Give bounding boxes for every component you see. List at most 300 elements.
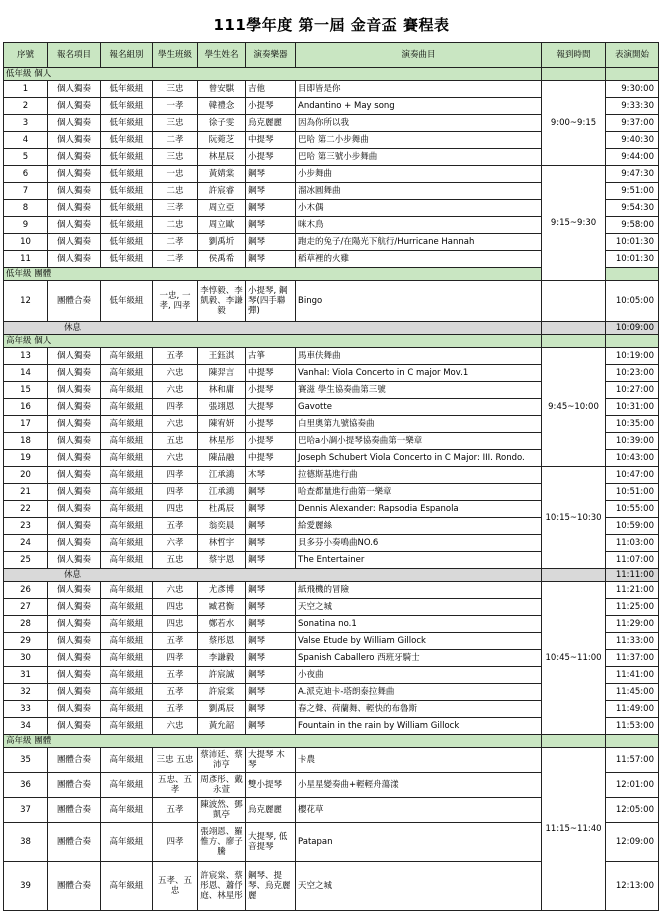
cell-start: 9:51:00 (606, 183, 659, 200)
cell-item: 個人獨奏 (48, 399, 101, 416)
cell-start: 11:21:00 (606, 582, 659, 599)
cell-name: 李謙毅 (198, 650, 246, 667)
section-row (4, 335, 659, 348)
cell-name: 陳波然、鄧凱亭 (198, 798, 246, 823)
cell-class: 六忠 (153, 450, 198, 467)
cell-name: 蔡沛廷、蔡沛亨 (198, 748, 246, 773)
cell-class: 一忠, 一孝, 四孝 (153, 281, 198, 322)
cell-class: 五孝 (153, 667, 198, 684)
cell-group: 低年級組 (101, 234, 153, 251)
cell-piece: 巴哈a小調小提琴協奏曲第一樂章 (296, 433, 542, 450)
break-label: 休息 (4, 569, 542, 582)
cell-group: 高年級組 (101, 467, 153, 484)
cell-class: 二孝 (153, 234, 198, 251)
cell-piece: 跑走的兔子/在陽光下航行/Hurricane Hannah (296, 234, 542, 251)
cell-piece: Spanish Caballero 西班牙騎士 (296, 650, 542, 667)
cell-instrument: 中提琴 (246, 132, 296, 149)
cell-class: 六忠 (153, 718, 198, 735)
cell-class: 五忠 (153, 552, 198, 569)
table-row (4, 166, 659, 183)
cell-instrument: 鋼琴 (246, 200, 296, 217)
cell-name: 劉禹辰 (198, 701, 246, 718)
cell-piece: 哈查都量進行曲第一樂章 (296, 484, 542, 501)
cell-name: 翁奕晨 (198, 518, 246, 535)
cell-group: 高年級組 (101, 748, 153, 773)
cell-item: 個人獨奏 (48, 217, 101, 234)
cell-name: 臧君衡 (198, 599, 246, 616)
cell-piece: 小木偶 (296, 200, 542, 217)
section-checkin-empty (542, 735, 606, 748)
cell-no: 3 (4, 115, 48, 132)
cell-piece: 稻草裡的火雞 (296, 251, 542, 268)
cell-start: 11:07:00 (606, 552, 659, 569)
cell-item: 團體合奏 (48, 281, 101, 322)
cell-start: 9:47:30 (606, 166, 659, 183)
cell-instrument: 中提琴 (246, 365, 296, 382)
cell-instrument: 鋼琴 (246, 217, 296, 234)
cell-item: 團體合奏 (48, 862, 101, 911)
header-item: 報名項目 (48, 43, 101, 68)
cell-item: 團體合奏 (48, 748, 101, 773)
cell-no: 16 (4, 399, 48, 416)
cell-group: 高年級組 (101, 501, 153, 518)
cell-no: 12 (4, 281, 48, 322)
header-checkin: 報到時間 (542, 43, 606, 68)
cell-no: 36 (4, 773, 48, 798)
cell-class: 四忠 (153, 501, 198, 518)
break-row (4, 569, 659, 582)
cell-no: 28 (4, 616, 48, 633)
cell-group: 高年級組 (101, 701, 153, 718)
cell-no: 37 (4, 798, 48, 823)
cell-name: 陳羿言 (198, 365, 246, 382)
cell-group: 高年級組 (101, 582, 153, 599)
cell-checkin: 11:15~11:40 (542, 748, 606, 911)
cell-start: 10:35:00 (606, 416, 659, 433)
cell-start: 12:05:00 (606, 798, 659, 823)
cell-group: 高年級組 (101, 798, 153, 823)
cell-instrument: 鋼琴 (246, 582, 296, 599)
cell-piece: 卡農 (296, 748, 542, 773)
cell-start: 9:58:00 (606, 217, 659, 234)
cell-group: 高年級組 (101, 450, 153, 467)
cell-start: 10:27:00 (606, 382, 659, 399)
cell-no: 22 (4, 501, 48, 518)
cell-item: 個人獨奏 (48, 81, 101, 98)
cell-piece: 白里奧第九號協奏曲 (296, 416, 542, 433)
cell-item: 個人獨奏 (48, 251, 101, 268)
cell-piece: 小夜曲 (296, 667, 542, 684)
cell-start: 11:29:00 (606, 616, 659, 633)
section-checkin-empty (542, 335, 606, 348)
cell-group: 低年級組 (101, 81, 153, 98)
cell-class: 五忠、五孝 (153, 773, 198, 798)
cell-name: 李惇毅、李凱毅、李謙毅 (198, 281, 246, 322)
break-start: 11:11:00 (606, 569, 659, 582)
cell-group: 低年級組 (101, 217, 153, 234)
cell-instrument: 烏克麗麗 (246, 798, 296, 823)
cell-instrument: 大提琴 木琴 (246, 748, 296, 773)
cell-group: 高年級組 (101, 535, 153, 552)
cell-name: 鄭若水 (198, 616, 246, 633)
cell-group: 低年級組 (101, 149, 153, 166)
page-title: 111學年度 第一屆 金音盃 賽程表 (213, 16, 450, 34)
cell-class: 二孝 (153, 132, 198, 149)
cell-class: 三孝 (153, 200, 198, 217)
cell-name: 劉禹圻 (198, 234, 246, 251)
cell-name: 許宸棠、蔡彤恩、蕭伃庭、林星彤 (198, 862, 246, 911)
cell-start: 12:01:00 (606, 773, 659, 798)
cell-instrument: 鋼琴 (246, 234, 296, 251)
cell-piece: 因為你所以我 (296, 115, 542, 132)
cell-class: 四忠 (153, 616, 198, 633)
cell-class: 一孝 (153, 98, 198, 115)
cell-item: 個人獨奏 (48, 484, 101, 501)
cell-group: 低年級組 (101, 115, 153, 132)
cell-name: 蔡彤恩 (198, 633, 246, 650)
cell-class: 四孝 (153, 467, 198, 484)
cell-start: 9:44:00 (606, 149, 659, 166)
break-checkin-empty (542, 569, 606, 582)
cell-item: 個人獨奏 (48, 183, 101, 200)
cell-class: 五孝 (153, 684, 198, 701)
cell-name: 江承鴻 (198, 484, 246, 501)
cell-class: 三忠 (153, 81, 198, 98)
cell-piece: Dennis Alexander: Rapsodia Espanola (296, 501, 542, 518)
cell-piece: 賽滋 學生協奏曲第三號 (296, 382, 542, 399)
cell-start: 9:54:30 (606, 200, 659, 217)
cell-start: 10:47:00 (606, 467, 659, 484)
cell-instrument: 小提琴, 鋼琴(四手聯彈) (246, 281, 296, 322)
cell-group: 高年級組 (101, 616, 153, 633)
cell-start: 9:40:30 (606, 132, 659, 149)
cell-start: 10:19:00 (606, 348, 659, 365)
cell-piece: Valse Etude by William Gillock (296, 633, 542, 650)
cell-name: 韓禮念 (198, 98, 246, 115)
break-checkin-empty (542, 322, 606, 335)
cell-no: 2 (4, 98, 48, 115)
cell-group: 高年級組 (101, 650, 153, 667)
cell-item: 個人獨奏 (48, 382, 101, 399)
cell-instrument: 鋼琴 (246, 484, 296, 501)
cell-name: 許宸誠 (198, 667, 246, 684)
cell-no: 20 (4, 467, 48, 484)
cell-item: 個人獨奏 (48, 450, 101, 467)
table-row (4, 467, 659, 484)
cell-class: 四孝 (153, 399, 198, 416)
cell-start: 11:41:00 (606, 667, 659, 684)
cell-checkin: 9:45~10:00 (542, 348, 606, 467)
cell-no: 5 (4, 149, 48, 166)
cell-start: 10:55:00 (606, 501, 659, 518)
cell-no: 31 (4, 667, 48, 684)
section-start-empty (606, 735, 659, 748)
cell-checkin: 9:15~9:30 (542, 166, 606, 281)
cell-piece: 馬車伕舞曲 (296, 348, 542, 365)
cell-class: 四孝 (153, 823, 198, 862)
cell-start: 10:43:00 (606, 450, 659, 467)
section-start-empty (606, 268, 659, 281)
cell-class: 六忠 (153, 416, 198, 433)
cell-no: 23 (4, 518, 48, 535)
cell-class: 四孝 (153, 484, 198, 501)
cell-instrument: 吉他 (246, 81, 296, 98)
cell-no: 38 (4, 823, 48, 862)
break-label: 休息 (4, 322, 542, 335)
schedule-body (4, 68, 659, 911)
cell-no: 30 (4, 650, 48, 667)
cell-no: 9 (4, 217, 48, 234)
cell-class: 五孝 (153, 701, 198, 718)
cell-no: 1 (4, 81, 48, 98)
header-start: 表演開始 (606, 43, 659, 68)
cell-start: 10:01:30 (606, 234, 659, 251)
cell-class: 五孝 (153, 518, 198, 535)
cell-start: 9:37:00 (606, 115, 659, 132)
cell-item: 團體合奏 (48, 798, 101, 823)
cell-instrument: 鋼琴 (246, 701, 296, 718)
cell-item: 個人獨奏 (48, 365, 101, 382)
cell-piece: 春之聲、荷蘭舞、輕快的布魯斯 (296, 701, 542, 718)
cell-item: 團體合奏 (48, 773, 101, 798)
cell-no: 25 (4, 552, 48, 569)
cell-name: 周立歐 (198, 217, 246, 234)
cell-item: 個人獨奏 (48, 718, 101, 735)
cell-group: 高年級組 (101, 365, 153, 382)
cell-checkin: 10:45~11:00 (542, 582, 606, 735)
cell-no: 18 (4, 433, 48, 450)
cell-name: 陳品融 (198, 450, 246, 467)
cell-item: 個人獨奏 (48, 650, 101, 667)
break-row (4, 322, 659, 335)
cell-item: 個人獨奏 (48, 115, 101, 132)
cell-piece: 天空之城 (296, 599, 542, 616)
cell-start: 11:49:00 (606, 701, 659, 718)
cell-start: 9:33:30 (606, 98, 659, 115)
cell-class: 三忠 (153, 149, 198, 166)
cell-item: 個人獨奏 (48, 633, 101, 650)
cell-class: 二孝 (153, 251, 198, 268)
cell-start: 10:05:00 (606, 281, 659, 322)
cell-start: 12:13:00 (606, 862, 659, 911)
header-group: 報名組別 (101, 43, 153, 68)
section-start-empty (606, 68, 659, 81)
cell-name: 徐子雯 (198, 115, 246, 132)
cell-piece: 紙飛機的冒險 (296, 582, 542, 599)
cell-group: 高年級組 (101, 667, 153, 684)
cell-item: 個人獨奏 (48, 501, 101, 518)
cell-name: 林星辰 (198, 149, 246, 166)
cell-group: 高年級組 (101, 684, 153, 701)
section-checkin-empty (542, 68, 606, 81)
cell-group: 低年級組 (101, 251, 153, 268)
cell-piece: Joseph Schubert Viola Concerto in C Major: III. Rondo. (296, 450, 542, 467)
cell-instrument: 鋼琴 (246, 251, 296, 268)
cell-piece: 小星星變奏曲+輕輕舟蕩漾 (296, 773, 542, 798)
cell-item: 個人獨奏 (48, 599, 101, 616)
cell-start: 12:09:00 (606, 823, 659, 862)
cell-piece: 給愛麗絲 (296, 518, 542, 535)
cell-group: 低年級組 (101, 132, 153, 149)
cell-group: 高年級組 (101, 773, 153, 798)
cell-name: 林星彤 (198, 433, 246, 450)
cell-class: 五孝、五忠 (153, 862, 198, 911)
header-piece: 演奏曲目 (296, 43, 542, 68)
cell-instrument: 小提琴 (246, 416, 296, 433)
section-start-empty (606, 335, 659, 348)
cell-instrument: 鋼琴 (246, 552, 296, 569)
cell-start: 11:33:00 (606, 633, 659, 650)
cell-piece: 目即皆是你 (296, 81, 542, 98)
cell-piece: 貝多芬小奏鳴曲NO.6 (296, 535, 542, 552)
section-row (4, 735, 659, 748)
cell-class: 五孝 (153, 798, 198, 823)
cell-no: 39 (4, 862, 48, 911)
cell-instrument: 鋼琴 (246, 166, 296, 183)
break-start: 10:09:00 (606, 322, 659, 335)
cell-piece: Fountain in the rain by William Gillock (296, 718, 542, 735)
cell-name: 曾安騏 (198, 81, 246, 98)
cell-name: 杜禹辰 (198, 501, 246, 518)
cell-start: 10:59:00 (606, 518, 659, 535)
cell-piece: The Entertainer (296, 552, 542, 569)
cell-piece: 咪木鳥 (296, 217, 542, 234)
header-row (4, 43, 659, 68)
cell-item: 個人獨奏 (48, 684, 101, 701)
cell-class: 六忠 (153, 582, 198, 599)
cell-group: 高年級組 (101, 718, 153, 735)
cell-no: 21 (4, 484, 48, 501)
cell-class: 三忠 (153, 115, 198, 132)
cell-piece: 小步舞曲 (296, 166, 542, 183)
section-label: 高年級 個人 (4, 335, 542, 348)
cell-class: 四孝 (153, 650, 198, 667)
cell-class: 三忠 五忠 (153, 748, 198, 773)
section-row (4, 68, 659, 81)
cell-class: 二忠 (153, 183, 198, 200)
cell-no: 33 (4, 701, 48, 718)
cell-name: 張翊恩 (198, 399, 246, 416)
cell-no: 4 (4, 132, 48, 149)
cell-piece: Vanhal: Viola Concerto in C major Mov.1 (296, 365, 542, 382)
cell-piece: 天空之城 (296, 862, 542, 911)
cell-instrument: 中提琴 (246, 450, 296, 467)
cell-no: 6 (4, 166, 48, 183)
cell-name: 周彥彤、戴永萱 (198, 773, 246, 798)
cell-class: 五忠 (153, 433, 198, 450)
cell-item: 個人獨奏 (48, 416, 101, 433)
cell-no: 27 (4, 599, 48, 616)
cell-start: 9:30:00 (606, 81, 659, 98)
cell-instrument: 鋼琴 (246, 535, 296, 552)
cell-instrument: 鋼琴 (246, 633, 296, 650)
cell-instrument: 小提琴 (246, 98, 296, 115)
cell-name: 周立亞 (198, 200, 246, 217)
cell-group: 高年級組 (101, 862, 153, 911)
cell-start: 11:25:00 (606, 599, 659, 616)
cell-class: 五孝 (153, 633, 198, 650)
cell-item: 個人獨奏 (48, 149, 101, 166)
cell-no: 10 (4, 234, 48, 251)
cell-start: 10:51:00 (606, 484, 659, 501)
cell-group: 高年級組 (101, 348, 153, 365)
cell-item: 團體合奏 (48, 823, 101, 862)
cell-group: 高年級組 (101, 823, 153, 862)
cell-name: 黃婧棠 (198, 166, 246, 183)
cell-piece: A.派克迪卡-塔朗泰拉舞曲 (296, 684, 542, 701)
header-no: 序號 (4, 43, 48, 68)
table-row (4, 582, 659, 599)
cell-item: 個人獨奏 (48, 667, 101, 684)
cell-piece: Patapan (296, 823, 542, 862)
cell-group: 高年級組 (101, 552, 153, 569)
cell-group: 高年級組 (101, 433, 153, 450)
cell-instrument: 鋼琴 (246, 718, 296, 735)
cell-name: 張翊恩、羅惟方、廖子騰 (198, 823, 246, 862)
cell-checkin: 10:15~10:30 (542, 467, 606, 569)
cell-instrument: 鋼琴 (246, 183, 296, 200)
cell-item: 個人獨奏 (48, 234, 101, 251)
cell-item: 個人獨奏 (48, 166, 101, 183)
cell-instrument: 鋼琴 (246, 616, 296, 633)
cell-group: 高年級組 (101, 484, 153, 501)
cell-group: 低年級組 (101, 98, 153, 115)
cell-piece: 櫻花草 (296, 798, 542, 823)
cell-checkin: 9:00~9:15 (542, 81, 606, 166)
cell-instrument: 鋼琴 (246, 518, 296, 535)
cell-instrument: 大提琴 (246, 399, 296, 416)
cell-group: 高年級組 (101, 518, 153, 535)
cell-class: 六忠 (153, 365, 198, 382)
cell-class: 五孝 (153, 348, 198, 365)
table-row (4, 81, 659, 98)
cell-piece: Bingo (296, 281, 542, 322)
header-instrument: 演奏樂器 (246, 43, 296, 68)
cell-checkin-empty (542, 281, 606, 322)
cell-name: 林哲宇 (198, 535, 246, 552)
cell-item: 個人獨奏 (48, 433, 101, 450)
cell-name: 尤彥博 (198, 582, 246, 599)
cell-no: 29 (4, 633, 48, 650)
cell-class: 一忠 (153, 166, 198, 183)
cell-no: 35 (4, 748, 48, 773)
cell-name: 陳宥妍 (198, 416, 246, 433)
cell-instrument: 雙小提琴 (246, 773, 296, 798)
cell-name: 王鈺淇 (198, 348, 246, 365)
cell-instrument: 烏克麗麗 (246, 115, 296, 132)
cell-group: 高年級組 (101, 599, 153, 616)
cell-name: 林和庸 (198, 382, 246, 399)
cell-no: 11 (4, 251, 48, 268)
cell-start: 11:03:00 (606, 535, 659, 552)
section-label: 低年級 團體 (4, 268, 542, 281)
header-class: 學生班級 (153, 43, 198, 68)
cell-group: 高年級組 (101, 416, 153, 433)
cell-name: 阮菀芝 (198, 132, 246, 149)
cell-no: 17 (4, 416, 48, 433)
cell-name: 蔡宇恩 (198, 552, 246, 569)
table-row (4, 748, 659, 773)
cell-group: 低年級組 (101, 183, 153, 200)
cell-start: 11:57:00 (606, 748, 659, 773)
cell-no: 24 (4, 535, 48, 552)
cell-start: 10:01:30 (606, 251, 659, 268)
cell-instrument: 大提琴, 低音提琴 (246, 823, 296, 862)
cell-piece: Sonatina no.1 (296, 616, 542, 633)
table-row (4, 348, 659, 365)
cell-start: 11:37:00 (606, 650, 659, 667)
cell-item: 個人獨奏 (48, 616, 101, 633)
